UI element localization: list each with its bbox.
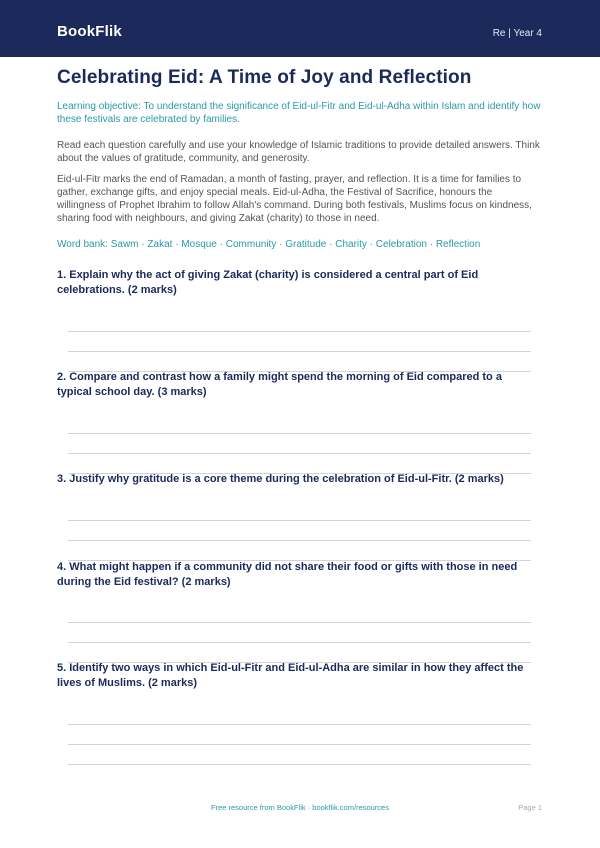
answer-line[interactable] bbox=[68, 351, 531, 352]
answer-line[interactable] bbox=[68, 642, 531, 643]
answer-line[interactable] bbox=[68, 744, 531, 745]
answer-line[interactable] bbox=[68, 764, 531, 765]
context-paragraph: Eid-ul-Fitr marks the end of Ramadan, a month of fasting, prayer, and reflection. It is a time for families to gather, exchange gifts, and enjoy special meals. Eid-ul-Adha, the Festival of Sacrifice, honours the willingness of Prophet Ibrahim to follow Allah's command. During both festivals, Muslims focus on kindness, sharing food with neighbours, and giving Zakat (charity) to those in need. bbox=[57, 174, 532, 224]
instructions-text: Read each question carefully and use your knowledge of Islamic traditions to provide detailed answers. Think about the values of gratitude, community, and generosity. bbox=[57, 140, 540, 164]
answer-line[interactable] bbox=[68, 331, 531, 332]
answer-line[interactable] bbox=[68, 724, 531, 725]
answer-line[interactable] bbox=[68, 453, 531, 454]
page-number: Page 1 bbox=[518, 803, 542, 812]
question-1: 1. Explain why the act of giving Zakat (charity) is considered a central part of Eid celebrations. (2 marks) bbox=[57, 269, 479, 296]
answer-line[interactable] bbox=[68, 520, 531, 521]
word-bank: Word bank: Sawm · Zakat · Mosque · Community · Gratitude · Charity · Celebration · Reflection bbox=[57, 239, 481, 250]
question-5: 5. Identify two ways in which Eid-ul-Fitr and Eid-ul-Adha are similar in how they affect the lives of Muslims. (2 marks) bbox=[57, 662, 524, 689]
footer-resource-link[interactable]: Free resource from BookFlik · bookflik.com/resources bbox=[211, 803, 389, 812]
brand-logo: BookFlik bbox=[57, 23, 122, 40]
page-header bbox=[0, 0, 600, 57]
answer-line[interactable] bbox=[68, 433, 531, 434]
question-2: 2. Compare and contrast how a family might spend the morning of Eid compared to a typical school day. (3 marks) bbox=[57, 371, 502, 398]
learning-objective: Learning objective: To understand the significance of Eid-ul-Fitr and Eid-ul-Adha within Islam and identify how these festivals are celebrated by families. bbox=[57, 101, 541, 125]
subject-year-label: Re | Year 4 bbox=[492, 28, 542, 39]
answer-line[interactable] bbox=[68, 622, 531, 623]
question-3: 3. Justify why gratitude is a core theme during the celebration of Eid-ul-Fitr. (2 marks) bbox=[57, 473, 504, 485]
answer-line[interactable] bbox=[68, 540, 531, 541]
worksheet-title: Celebrating Eid: A Time of Joy and Reflection bbox=[57, 67, 472, 88]
question-4: 4. What might happen if a community did not share their food or gifts with those in need during the Eid festival? (2 marks) bbox=[57, 561, 518, 588]
